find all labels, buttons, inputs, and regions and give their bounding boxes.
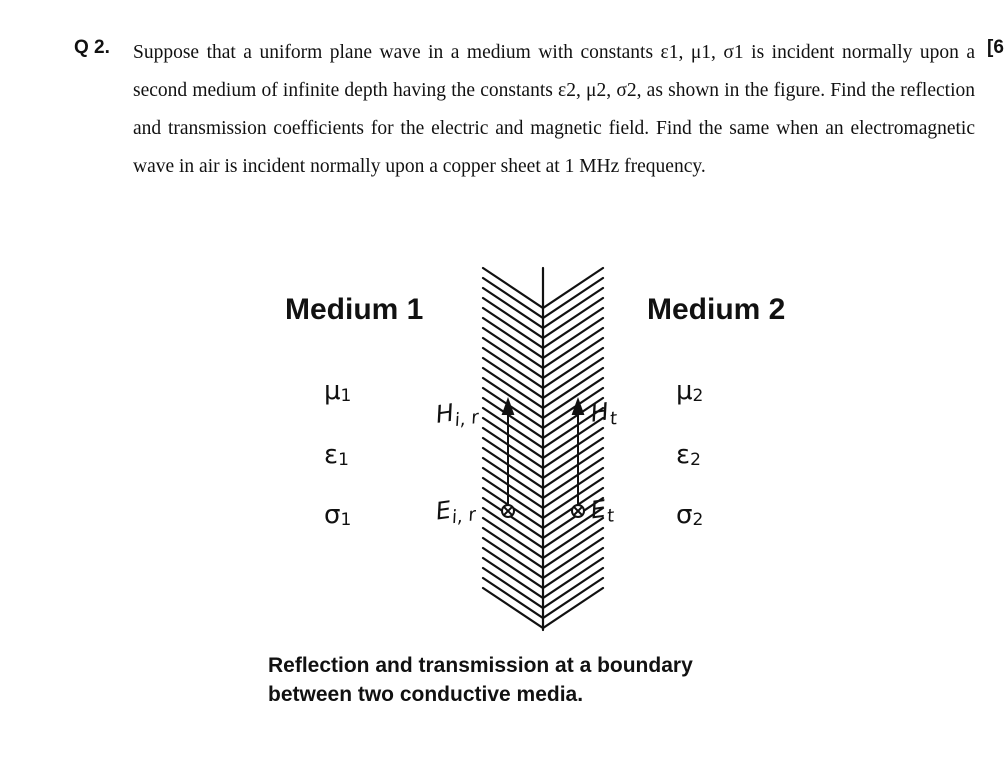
caption-line-1: Reflection and transmission at a boundary [268, 654, 693, 677]
medium-1-epsilon: $\varepsilon_1$ [324, 440, 349, 470]
medium-2-sigma: $\sigma_2$ [676, 500, 704, 530]
medium-1-mu: $\mu_1$ [324, 376, 352, 406]
figure-caption [268, 651, 693, 709]
medium-1-title: Medium 1 [285, 293, 424, 326]
question-number: Q 2. [74, 37, 110, 58]
medium-1-sigma: $\sigma_1$ [324, 500, 352, 530]
medium-2-epsilon: $\varepsilon_2$ [676, 440, 701, 470]
h-transmitted-label: $H_t$ [588, 397, 619, 430]
h-incident-reflected-label: $H_{i, r}$ [433, 398, 480, 432]
question-text: Suppose that a uniform plane wave in a medium with constants ε1, μ1, σ1 is incident normally upon a second medium of infinite depth having the constants ε2, μ2, σ2, as shown in the figure. Find the reflection and transmission coefficients for the electric and magnetic field. Find the same when an electromagnetic wave in air is incident normally upon a copper sheet at 1 MHz frequency. [133, 42, 975, 177]
medium-2-title: Medium 2 [647, 293, 786, 326]
e-transmitted-label: $E_t$ [588, 494, 616, 528]
e-incident-reflected-label: $E_{i, r}$ [433, 495, 478, 529]
question-marks: [6 [987, 37, 1004, 58]
medium-2-mu: $\mu_2$ [676, 376, 704, 406]
caption-line-2: between two conductive media. [268, 683, 584, 706]
